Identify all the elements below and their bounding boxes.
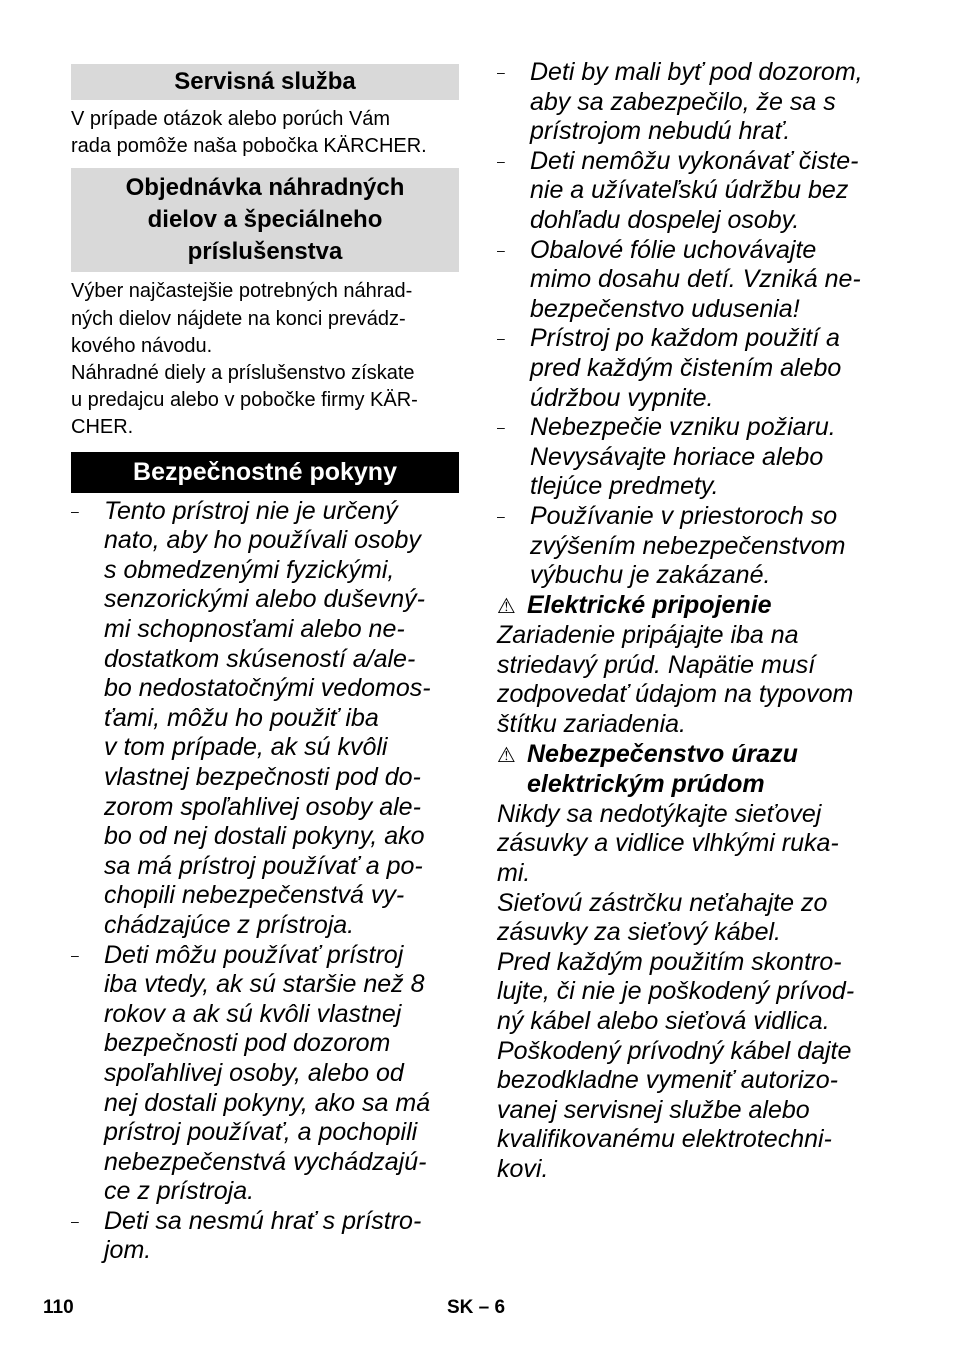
- left-column: [71, 64, 459, 1266]
- text-line: – Deti môžu používať prístroj: [104, 940, 404, 969]
- text-line: prístrojom nebudú hrať.: [530, 117, 791, 146]
- list-item: [497, 413, 897, 502]
- electric-shock-heading: [497, 740, 897, 800]
- text-line: striedavý prúd. Napätie musí: [497, 650, 816, 679]
- text-line: zvýšením nebezpečenstvom: [530, 531, 846, 560]
- text-line: kovi.: [497, 1154, 549, 1183]
- text-line: Sieťovú zástrčku neťahajte zo: [497, 888, 828, 917]
- text-line: Výber najčastejšie potrebných náhrad-: [71, 280, 413, 303]
- text-line: sa má prístroj používať a po-: [104, 851, 423, 880]
- text-line: vanej servisnej službe alebo: [497, 1095, 810, 1124]
- text-line: senzorickými alebo duševný-: [104, 585, 425, 614]
- text-line: dohľadu dospelej osoby.: [530, 205, 800, 234]
- electric-connection-heading: [497, 591, 897, 622]
- text-line: bezodkladne vymeniť autorizo-: [497, 1066, 838, 1095]
- text-line: s obmedzenými fyzickými,: [104, 555, 395, 584]
- text-line: u predajcu alebo v pobočke firmy KÄR-: [71, 389, 418, 412]
- list-item: [497, 58, 897, 147]
- warning-icon: ⚠: [497, 594, 516, 618]
- text-line: – Používanie v priestoroch so: [530, 501, 838, 530]
- text-line: bezpečnosti pod dozorom: [104, 1029, 391, 1058]
- text-line: prístroj používať, a pochopili: [104, 1118, 418, 1147]
- text-line: nie a užívateľskú údržbu bez: [530, 176, 849, 205]
- text-line: spoľahlivej osoby, alebo od: [104, 1058, 404, 1087]
- text-line: aby sa zabezpečilo, že sa s: [530, 87, 836, 116]
- text-line: chopili nebezpečenstvá vy-: [104, 881, 405, 910]
- section-label: SK – 6: [447, 1297, 506, 1318]
- text-line: iba vtedy, ak sú staršie než 8: [104, 970, 425, 999]
- text-line: Zariadenie pripájajte iba na: [497, 621, 799, 650]
- text-line: – Obalové fólie uchovávajte: [530, 235, 817, 264]
- text-line: ných dielov nájdete na konci prevádz-: [71, 307, 406, 330]
- text-line: ný kábel alebo sieťová vidlica.: [497, 1007, 830, 1035]
- text-line: CHER.: [71, 416, 134, 439]
- text-line: zásuvky a vidlice vlhkými ruka-: [497, 829, 839, 858]
- heading-text: elektrickým prúdom: [527, 770, 765, 799]
- text-line: bo od nej dostali pokyny, ako: [104, 822, 425, 851]
- list-item: [497, 502, 897, 591]
- text-line: nej dostali pokyny, ako sa má: [104, 1088, 431, 1117]
- text-line: Nevysávajte horiace alebo: [530, 442, 824, 471]
- text-line: – Deti sa nesmú hrať s prístro-: [104, 1206, 422, 1235]
- heading-text: Nebezpečenstvo úrazu: [527, 739, 798, 768]
- text-line: Nikdy sa nedotýkajte sieťovej: [497, 799, 822, 828]
- text-line: zásuvky za sieťový kábel.: [497, 918, 781, 947]
- text-line: rokov a ak sú kvôli vlastnej: [104, 999, 402, 1028]
- text-line: výbuchu je zakázané.: [530, 561, 771, 590]
- service-text: [71, 106, 459, 160]
- text-line: chádzajúce z prístroja.: [104, 910, 355, 939]
- text-line: Poškodený prívodný kábel dajte: [497, 1036, 852, 1065]
- warning-icon: ⚠: [497, 743, 516, 767]
- electric-shock-text: [497, 800, 897, 1185]
- safety-heading: Bezpečnostné pokyny: [71, 452, 459, 493]
- text-line: kového návodu.: [71, 334, 213, 357]
- page-number: 110: [43, 1297, 74, 1318]
- list-item: [497, 236, 897, 325]
- text-line: – Prístroj po každom použití a: [530, 324, 840, 353]
- text-line: mi.: [497, 859, 531, 888]
- text-line: ce z prístroja.: [104, 1177, 255, 1206]
- text-line: rada pomôže naša pobočka KÄRCHER.: [71, 135, 427, 158]
- text-line: dostatkom skúseností a/ale-: [104, 644, 416, 673]
- text-line: lujte, či nie je poškodený prívod-: [497, 977, 855, 1006]
- text-line: kvalifikovanému elektrotechni-: [497, 1125, 832, 1154]
- text-line: ťami, môžu ho použiť iba: [104, 703, 379, 732]
- service-heading: Servisná služba: [71, 64, 459, 100]
- text-line: – Deti by mali byť pod dozorom,: [530, 58, 863, 86]
- electric-connection-text: [497, 621, 897, 739]
- text-line: mi schopnosťami alebo ne-: [104, 615, 405, 643]
- safety-list-left: [71, 497, 459, 1266]
- list-item: [71, 497, 459, 941]
- text-line: tlejúce predmety.: [530, 472, 719, 501]
- heading-text: Elektrické pripojenie: [527, 590, 772, 619]
- text-line: údržbou vypnite.: [530, 383, 714, 412]
- text-line: jom.: [104, 1236, 152, 1265]
- text-line: zorom spoľahlivej osoby ale-: [104, 792, 421, 821]
- heading-line: príslušenstva: [187, 238, 343, 266]
- text-line: mimo dosahu detí. Vzniká ne-: [530, 265, 861, 294]
- heading-line: dielov a špeciálneho: [147, 206, 383, 234]
- spare-parts-text: [71, 278, 459, 441]
- text-line: pred každým čistením alebo: [530, 353, 842, 382]
- text-line: V prípade otázok alebo porúch Vám: [71, 108, 391, 130]
- text-line: – Deti nemôžu vykonávať čiste-: [530, 146, 859, 175]
- text-line: v tom prípade, ak sú kvôli: [104, 733, 388, 762]
- list-item: [497, 147, 897, 236]
- right-column: [497, 58, 897, 1185]
- text-line: Pred každým použitím skontro-: [497, 947, 842, 976]
- text-line: bo nedostatočnými vedomos-: [104, 674, 431, 703]
- list-item: [497, 324, 897, 413]
- text-line: vlastnej bezpečnosti pod do-: [104, 762, 421, 791]
- text-line: nato, aby ho používali osoby: [104, 526, 421, 555]
- list-item: [71, 1207, 459, 1266]
- text-line: nebezpečenstvá vychádzajú-: [104, 1147, 427, 1176]
- text-line: bezpečenstvo udusenia!: [530, 294, 800, 323]
- spare-parts-heading: [71, 168, 459, 272]
- text-line: Náhradné diely a príslušenstvo získate: [71, 362, 415, 385]
- text-line: – Tento prístroj nie je určený: [104, 496, 398, 525]
- heading-line: Objednávka náhradných: [125, 174, 405, 202]
- text-line: štítku zariadenia.: [497, 710, 686, 739]
- list-item: [71, 941, 459, 1207]
- safety-list-right: [497, 58, 897, 591]
- text-line: – Nebezpečie vzniku požiaru.: [530, 413, 836, 442]
- text-line: zodpovedať údajom na typovom: [497, 680, 854, 709]
